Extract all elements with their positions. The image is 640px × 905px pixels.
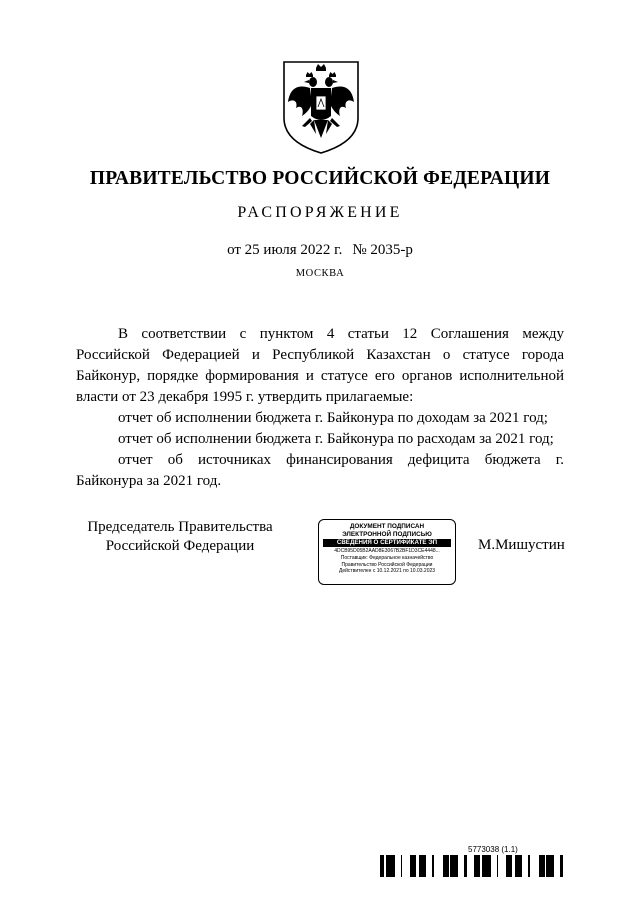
body-paragraph-intro: В соответствии с пунктом 4 статьи 12 Соглашения между Российской Федерацией и Республикой Казахстан о статусе города Байконур, порядке формирования и статусе его органов исполнительной власти от 23 декабря 1995 г. утвердить прилагаемые:: [76, 326, 564, 405]
stamp-cert-id: 4DCB95D05B2AAD8E3067B2BF1D3CE4448...: [334, 548, 440, 554]
barcode-number: 5773038 (1.1): [468, 845, 518, 854]
stamp-line2: ЭЛЕКТРОННОЙ ПОДПИСЬЮ: [342, 530, 432, 538]
stamp-line1: ДОКУМЕНТ ПОДПИСАН: [349, 523, 425, 530]
electronic-signature-stamp: [318, 519, 456, 585]
body-item-expense-report: отчет об исполнении бюджета г. Байконура по расходам за 2021 год;: [118, 431, 554, 447]
stamp-issuer-line1: Поставщик: Федеральное казначейство: [340, 554, 434, 561]
document-number: № 2035-р: [352, 242, 413, 258]
barcode-image: [380, 855, 566, 877]
body-item-income-report: отчет об исполнении бюджета г. Байконура по доходам за 2021 год;: [118, 410, 548, 426]
stamp-issuer-line2: Правительство Российской Федерации: [341, 561, 433, 568]
document-type: РАСПОРЯЖЕНИЕ: [237, 204, 403, 221]
signatory-title-line2: Российской Федерации: [105, 538, 255, 554]
stamp-validity: Действителен с 10.12.2021 по 10.03.2023: [338, 568, 436, 575]
document-date-number: [0, 242, 640, 259]
signatory-title-line1: Председатель Правительства: [87, 519, 273, 535]
signatory-title: [80, 518, 280, 556]
government-title: ПРАВИТЕЛЬСТВО РОССИЙСКОЙ ФЕДЕРАЦИИ: [89, 168, 551, 189]
stamp-certificate-bar: СВЕДЕНИЯ О СЕРТИФИКАТЕ ЭП: [323, 539, 451, 547]
signatory-name: М.Мишустин: [478, 537, 565, 553]
document-date: от 25 июля 2022 г.: [227, 242, 343, 258]
body-item-deficit-report: отчет об источниках финансирования дефицита бюджета г. Байконура за 2021 год.: [76, 452, 564, 489]
coat-of-arms-emblem: [280, 58, 362, 156]
document-city: МОСКВА: [295, 268, 345, 279]
